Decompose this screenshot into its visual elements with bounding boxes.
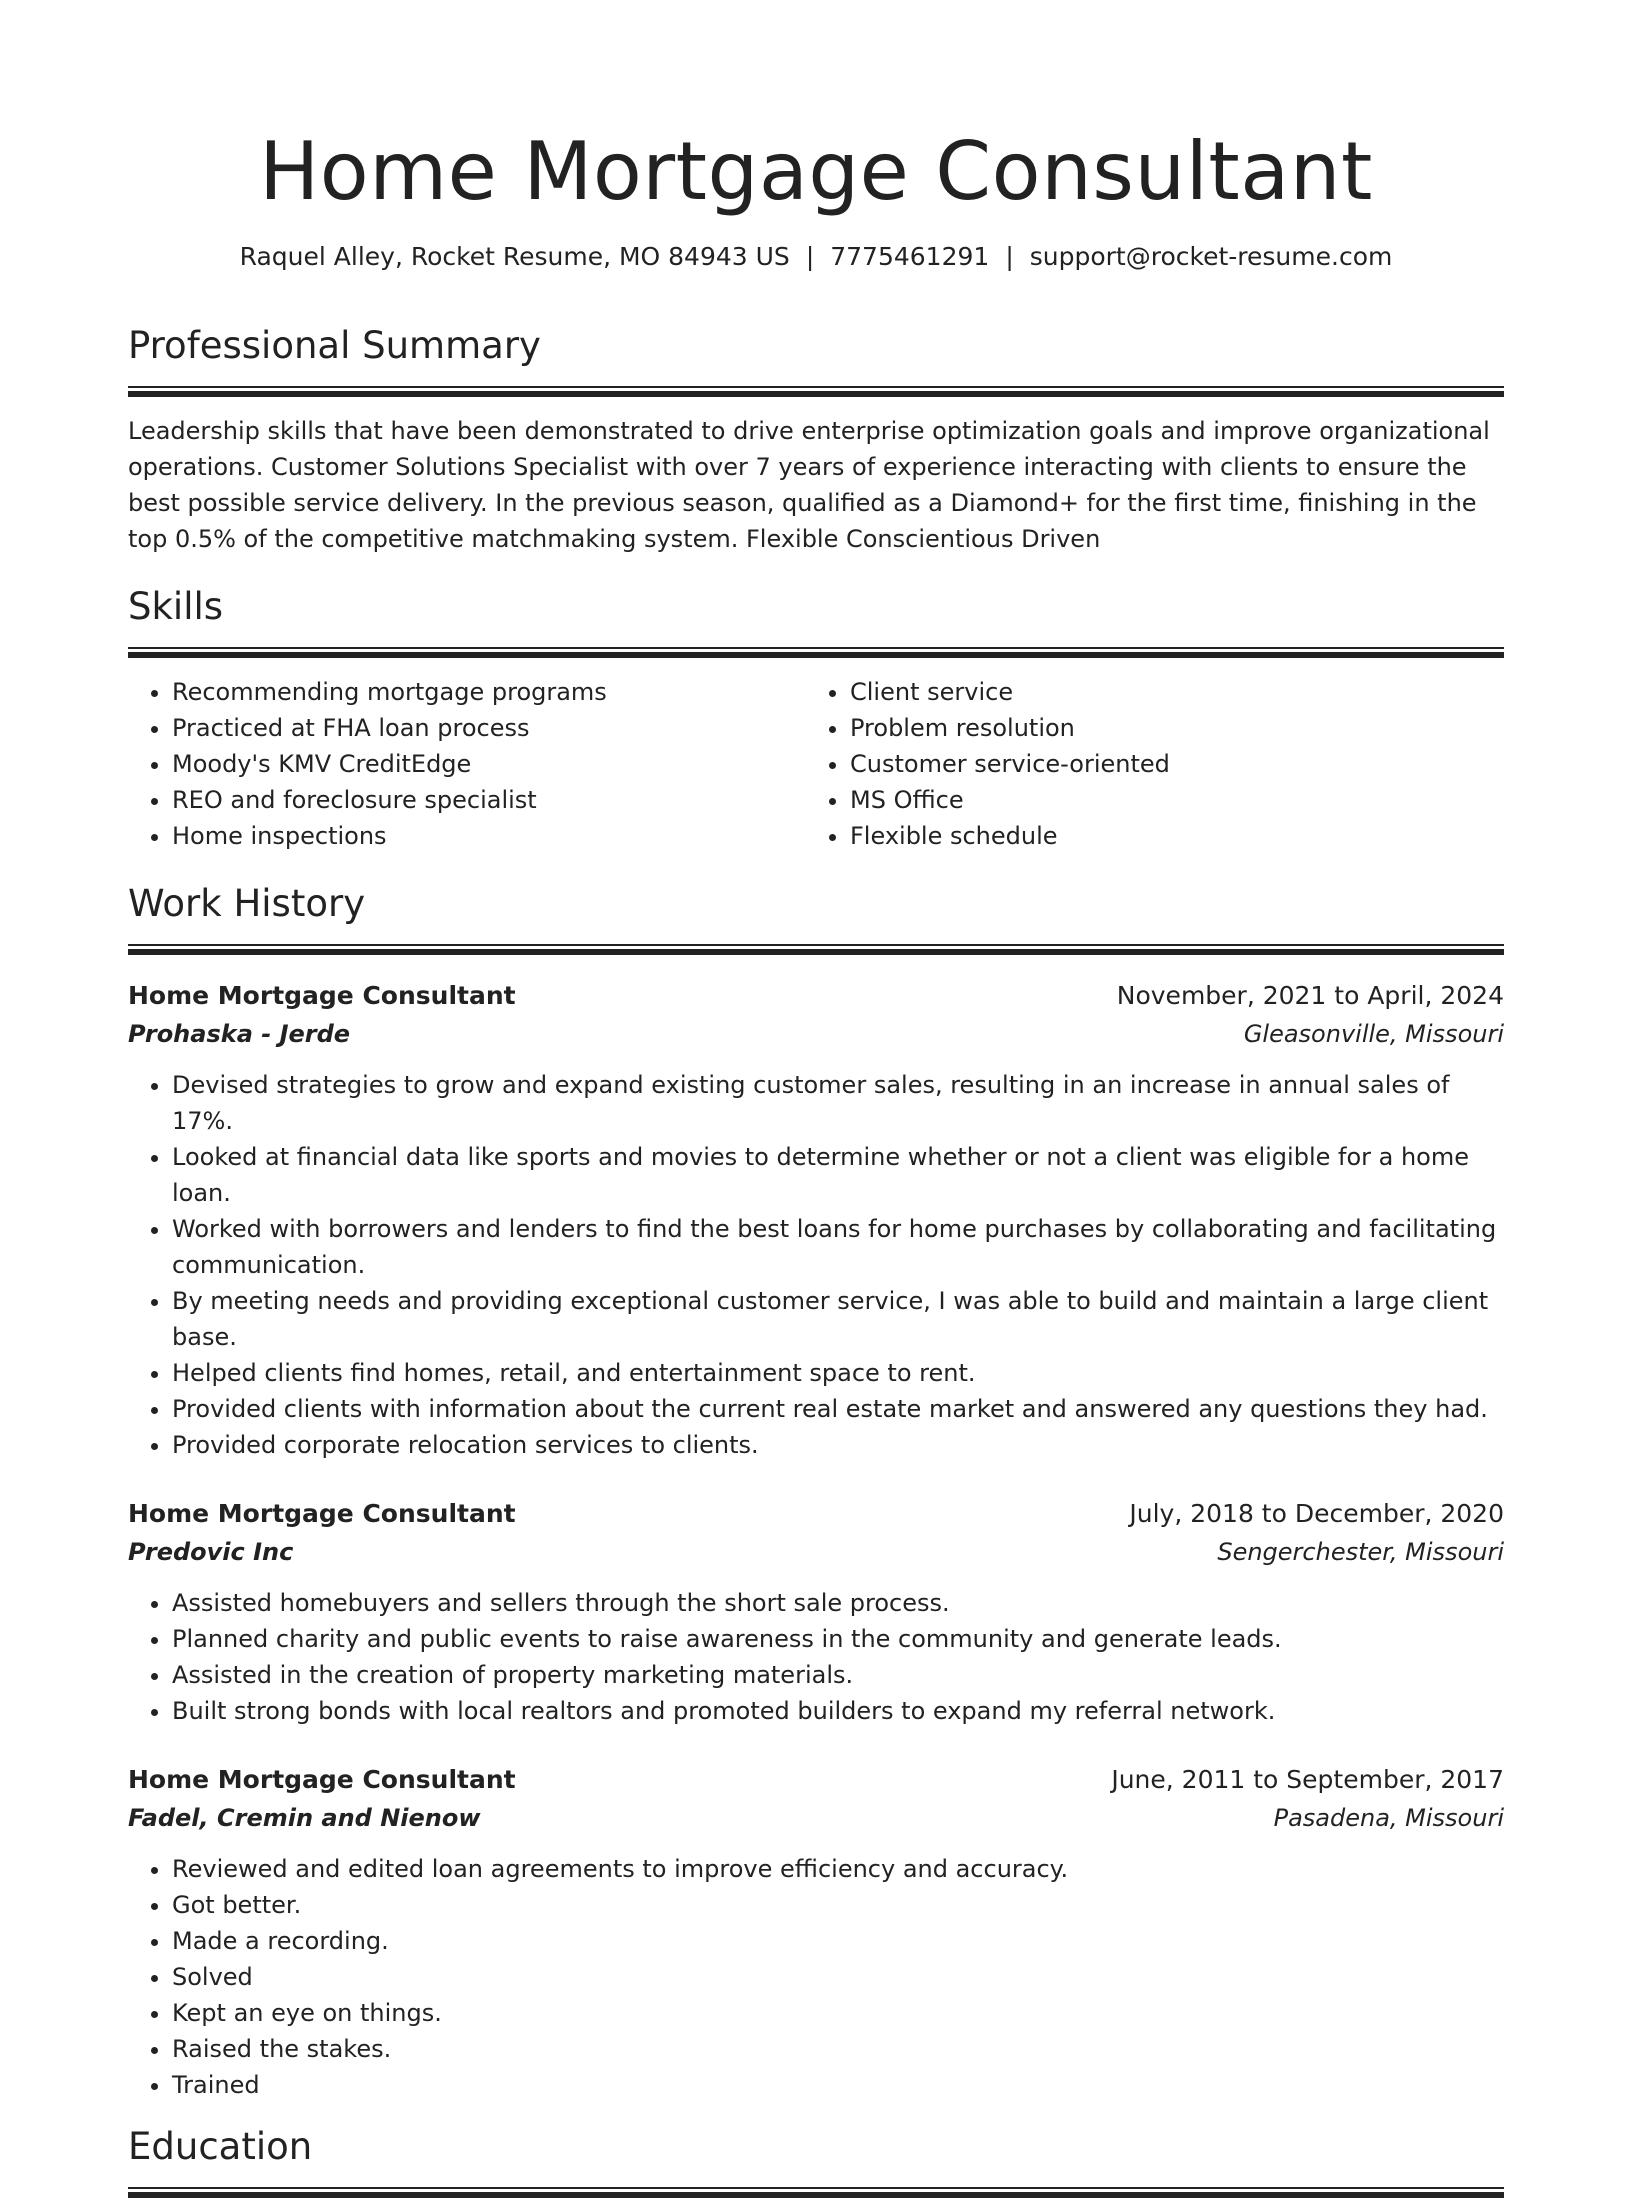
job-bullet: • Planned charity and public events to raise awareness in the community and generate leads. xyxy=(172,1621,1504,1657)
skill-item: • Recommending mortgage programs xyxy=(172,674,806,710)
job-bullet: • Worked with borrowers and lenders to find the best loans for home purchases by collaborating and facilitating communication. xyxy=(172,1211,1504,1283)
job-bullet: • Got better. xyxy=(172,1887,1504,1923)
skill-item: • Client service xyxy=(850,674,1484,710)
job-header-row xyxy=(128,1495,1504,1533)
job-header-row xyxy=(128,977,1504,1015)
resume-page xyxy=(128,0,1504,2198)
job-header-row xyxy=(128,1761,1504,1799)
job-bullets xyxy=(128,1067,1504,1463)
skills-heading: Skills xyxy=(128,585,224,628)
skills-columns xyxy=(128,674,1504,854)
contact-phone: 7775461291 xyxy=(830,242,990,271)
skill-item: • Customer service-oriented xyxy=(850,746,1484,782)
skill-item: • Problem resolution xyxy=(850,710,1484,746)
job-bullet: • Looked at financial data like sports and movies to determine whether or not a client was eligible for a home loan. xyxy=(172,1139,1504,1211)
job-company-row xyxy=(128,1533,1504,1571)
job-bullet: • Made a recording. xyxy=(172,1923,1504,1959)
job-location: Pasadena, Missouri xyxy=(1273,1804,1504,1832)
job-dates: July, 2018 to December, 2020 xyxy=(1129,1499,1504,1528)
job-company-row xyxy=(128,1015,1504,1053)
job-bullets xyxy=(128,1851,1504,2103)
job-bullet: • Reviewed and edited loan agreements to improve efficiency and accuracy. xyxy=(172,1851,1504,1887)
skill-item: • Practiced at FHA loan process xyxy=(172,710,806,746)
contact-line xyxy=(128,240,1504,274)
job-title: Home Mortgage Consultant xyxy=(128,981,516,1010)
resume-title: Home Mortgage Consultant xyxy=(259,125,1373,218)
job-company: Prohaska - Jerde xyxy=(128,1020,351,1048)
section-divider xyxy=(128,944,1504,955)
job-bullet: • Provided clients with information about the current real estate market and answered any questions they had. xyxy=(172,1391,1504,1427)
job-company: Predovic Inc xyxy=(128,1538,294,1566)
job-company: Fadel, Cremin and Nienow xyxy=(128,1804,481,1832)
job-bullet: • Assisted in the creation of property marketing materials. xyxy=(172,1657,1504,1693)
job-company-row xyxy=(128,1799,1504,1837)
contact-address: Raquel Alley, Rocket Resume, MO 84943 US xyxy=(239,242,790,271)
job-title: Home Mortgage Consultant xyxy=(128,1499,516,1528)
job-bullet: • By meeting needs and providing exceptional customer service, I was able to build and maintain a large client base. xyxy=(172,1283,1504,1355)
education-heading: Education xyxy=(128,2125,313,2168)
job-entry xyxy=(128,1495,1504,1729)
job-bullet: • Provided corporate relocation services to clients. xyxy=(172,1427,1504,1463)
skills-list-left xyxy=(128,674,806,854)
job-bullet: • Kept an eye on things. xyxy=(172,1995,1504,2031)
job-location: Gleasonville, Missouri xyxy=(1243,1020,1504,1048)
job-title: Home Mortgage Consultant xyxy=(128,1765,516,1794)
section-divider xyxy=(128,2187,1504,2198)
job-entry xyxy=(128,977,1504,1463)
job-dates: November, 2021 to April, 2024 xyxy=(1116,981,1504,1010)
summary-heading: Professional Summary xyxy=(128,324,541,367)
skill-item: • Flexible schedule xyxy=(850,818,1484,854)
job-bullet: • Built strong bonds with local realtors and promoted builders to expand my referral network. xyxy=(172,1693,1504,1729)
job-bullet: • Trained xyxy=(172,2067,1504,2103)
summary-text: Leadership skills that have been demonstrated to drive enterprise optimization goals and improve organizational operations. Customer Solutions Specialist with over 7 years of experience interacting with clients to ensure the best possible service delivery. In the previous season, qualified as a Diamond+ for the first time, finishing in the top 0.5% of the competitive matchmaking system. Flexible Conscientious Driven xyxy=(128,417,1490,553)
work-history-heading: Work History xyxy=(128,882,366,925)
skill-item: • REO and foreclosure specialist xyxy=(172,782,806,818)
contact-separator: | xyxy=(805,242,815,271)
job-bullet: • Devised strategies to grow and expand existing customer sales, resulting in an increase in annual sales of 17%. xyxy=(172,1067,1504,1139)
job-bullets xyxy=(128,1585,1504,1729)
job-dates: June, 2011 to September, 2017 xyxy=(1111,1765,1504,1794)
job-bullet: • Solved xyxy=(172,1959,1504,1995)
job-bullet: • Helped clients find homes, retail, and entertainment space to rent. xyxy=(172,1355,1504,1391)
job-location: Sengerchester, Missouri xyxy=(1217,1538,1504,1566)
section-divider xyxy=(128,647,1504,658)
contact-email[interactable]: support@rocket-resume.com xyxy=(1029,242,1393,271)
skill-item: • MS Office xyxy=(850,782,1484,818)
skill-item: • Home inspections xyxy=(172,818,806,854)
skills-list-right xyxy=(806,674,1484,854)
skill-item: • Moody's KMV CreditEdge xyxy=(172,746,806,782)
job-entry xyxy=(128,1761,1504,2103)
contact-separator: | xyxy=(1005,242,1014,271)
section-divider xyxy=(128,386,1504,397)
job-bullet: • Assisted homebuyers and sellers through the short sale process. xyxy=(172,1585,1504,1621)
job-bullet: • Raised the stakes. xyxy=(172,2031,1504,2067)
